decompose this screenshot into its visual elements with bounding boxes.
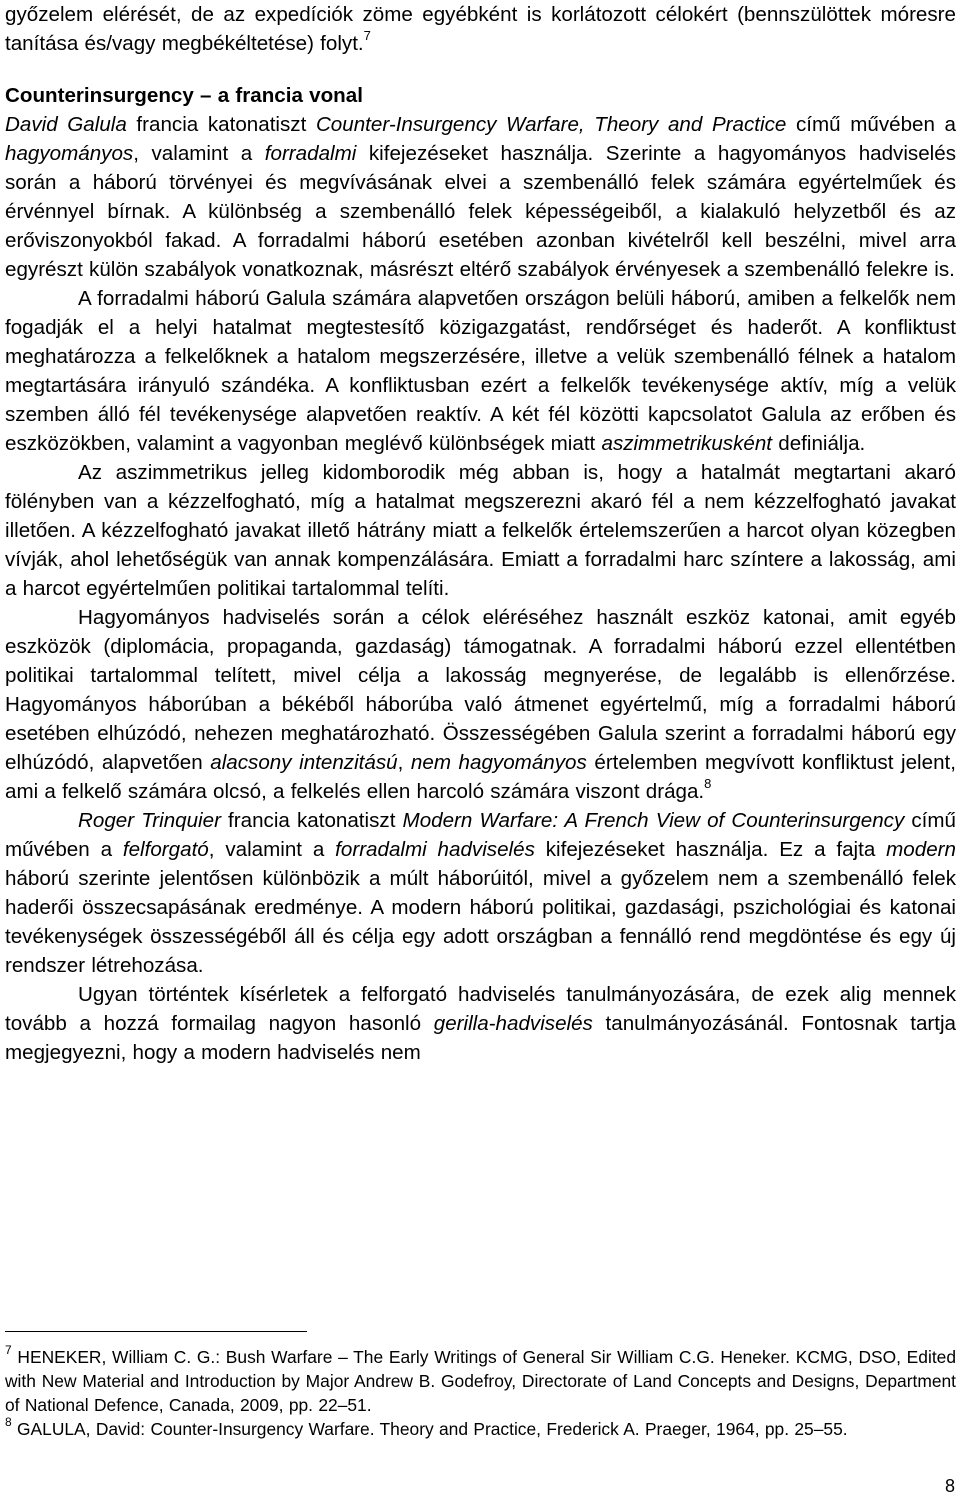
- term-emphasis: forradalmi: [264, 142, 357, 165]
- text-run: értelemben megvívott konfliktust jelent, ami a felkelő számára olcsó, a felkelés ellen harcoló számára viszont drága.: [5, 751, 956, 803]
- text-run: A forradalmi háború Galula számára alapvetően országon belüli háború, amiben a felkelők nem fogadják el a helyi hatalmat megtestesítő közigazgatást, rendőrséget és haderőt. A konfliktust meghatározza a felkelőknek a hatalom megszerzésére, illetve a velük szembenálló félnek a hatalom megtartására irányuló szándéka. A konfliktusban ezért a felkelők tevékenysége aktív, míg a velük szemben álló fél tevékenysége alapvetően reaktív. A két fél közötti kapcsolatot Galula az erőben és eszközökben, valamint a vagyonban meglévő különbségek miatt: [5, 287, 956, 455]
- intro-paragraph: [5, 0, 956, 58]
- text-run: című művében a: [5, 809, 956, 861]
- text-run: , valamint a: [133, 142, 265, 165]
- paragraph-subversive-warfare: [5, 980, 956, 1067]
- term-emphasis: nem hagyományos: [410, 751, 587, 774]
- page-number: 8: [944, 1476, 955, 1496]
- author-name: Roger Trinquier: [78, 809, 221, 832]
- term-emphasis: modern: [886, 838, 956, 861]
- author-name: David Galula: [5, 113, 127, 136]
- text-run: Hagyományos hadviselés során a célok eléréséhez használt eszköz katonai, amit egyéb eszközök (diplomácia, propaganda, gazdaság) támogatnak. A forradalmi háború ezzel ellentétben politikai tartalommal telített, mivel célja a lakosság megnyerése, de legalább is ellenőrzése. Hagyományos háborúban a békéből háborúba való átmenet egyértelmű, míg a forradalmi háború esetében elhúzódó, nehezen meghatározható. Összességében Galula szerint a forradalmi háború egy elhúzódó, alapvetően: [5, 606, 956, 774]
- text-run: Ugyan történtek kísérletek a felforgató hadviselés tanulmányozására, de ezek alig mennek tovább a hozzá formailag nagyon hasonló: [5, 983, 956, 1035]
- intro-text: győzelem elérését, de az expedíciók zöme egyébként is korlátozott célokért (bennszülöttek móresre tanítása és/vagy megbékéltetése) folyt.: [5, 3, 956, 55]
- text-run: , valamint a: [208, 838, 336, 861]
- term-emphasis: alacsony intenzitású: [210, 751, 398, 774]
- term-emphasis: gerilla-hadviselés: [433, 1012, 593, 1035]
- text-run: francia katonatiszt: [126, 113, 316, 136]
- paragraph-traditional-warfare: [5, 603, 956, 806]
- document-body: [5, 0, 956, 1067]
- footnote-separator: [5, 1331, 307, 1332]
- book-title: Modern Warfare: A French View of Counterinsurgency: [402, 809, 905, 832]
- text-run: kifejezéseket használja. Ez a fajta: [534, 838, 887, 861]
- term-emphasis: forradalmi hadviselés: [335, 838, 535, 861]
- text-run: francia katonatiszt: [220, 809, 403, 832]
- footnote-ref-7[interactable]: 7: [363, 28, 371, 44]
- text-run: című művében a: [786, 113, 957, 136]
- footnote-8: [5, 1417, 956, 1441]
- term-emphasis: felforgató: [122, 838, 209, 861]
- text-run: kifejezéseket használja. Szerinte a hagyományos hadviselés során a háború törvényei és megvívásának elvei a szembenálló felek számára egyértelműek és érvénnyel bírnak. A különbség a szembenálló felek képességeiből, a kialakuló helyzetből és az erőviszonyokból fakad. A forradalmi háború esetében azonban kivételről kell beszélni, mivel arra egyrészt külön szabályok vonatkoznak, másrészt eltérő szabályok érvényesek a szembenálló felekre is.: [5, 142, 956, 281]
- footnote-number: 7: [5, 1343, 12, 1358]
- term-emphasis: hagyományos: [5, 142, 134, 165]
- footnote-ref-8[interactable]: 8: [704, 776, 712, 792]
- paragraph-trinquier: [5, 806, 956, 980]
- footnotes-section: [5, 1345, 956, 1441]
- paragraph-revolutionary-war: [5, 284, 956, 458]
- text-run: ,: [397, 751, 411, 774]
- text-run: tanulmányozásánál. Fontosnak tartja megjegyezni, hogy a modern hadviselés nem: [5, 1012, 957, 1064]
- section-heading: Counterinsurgency – a francia vonal: [5, 84, 363, 107]
- paragraph-asymmetry: Az aszimmetrikus jelleg kidomborodik még abban is, hogy a hatalmát megtartani akaró fölényben van a kézzelfogható, míg a hatalmat megszerezni akaró fél a nem kézzelfogható javakat illetően. A kézzelfogható javakat illető hátrány miatt a felkelők értelemszerűen a harcot olyan közegben vívják, ahol lehetőségük van annak kompenzálására. Emiatt a forradalmi harc színtere a lakosság, ami a harcot egyértelműen politikai tartalommal telíti.: [5, 461, 956, 600]
- footnote-text: GALULA, David: Counter-Insurgency Warfare. Theory and Practice, Frederick A. Praeger, 1964, pp. 25–55.: [17, 1419, 848, 1439]
- term-emphasis: aszimmetrikusként: [601, 432, 773, 455]
- text-run: definiálja.: [772, 432, 866, 455]
- footnote-7: [5, 1345, 956, 1417]
- book-title: Counter-Insurgency Warfare, Theory and Practice: [315, 113, 787, 136]
- paragraph-galula-terms: [5, 110, 956, 284]
- footnote-text: HENEKER, William C. G.: Bush Warfare – The Early Writings of General Sir William C.G. Heneker. KCMG, DSO, Edited with New Material and Introduction by Major Andrew B. Godefroy, Directorate of Land Concepts and Designs, Department of National Defence, Canada, 2009, pp. 22–51.: [5, 1347, 956, 1415]
- text-run: háború szerinte jelentősen különbözik a múlt háborúitól, mivel a győzelem nem a szembenálló felek haderői összecsapásának eredménye. A modern háború politikai, gazdasági, pszichológiai és katonai tevékenységek összességéből áll és célja egy adott országban a fennálló rend megdöntése és egy új rendszer létrehozása.: [5, 867, 956, 977]
- footnote-number: 8: [5, 1415, 12, 1430]
